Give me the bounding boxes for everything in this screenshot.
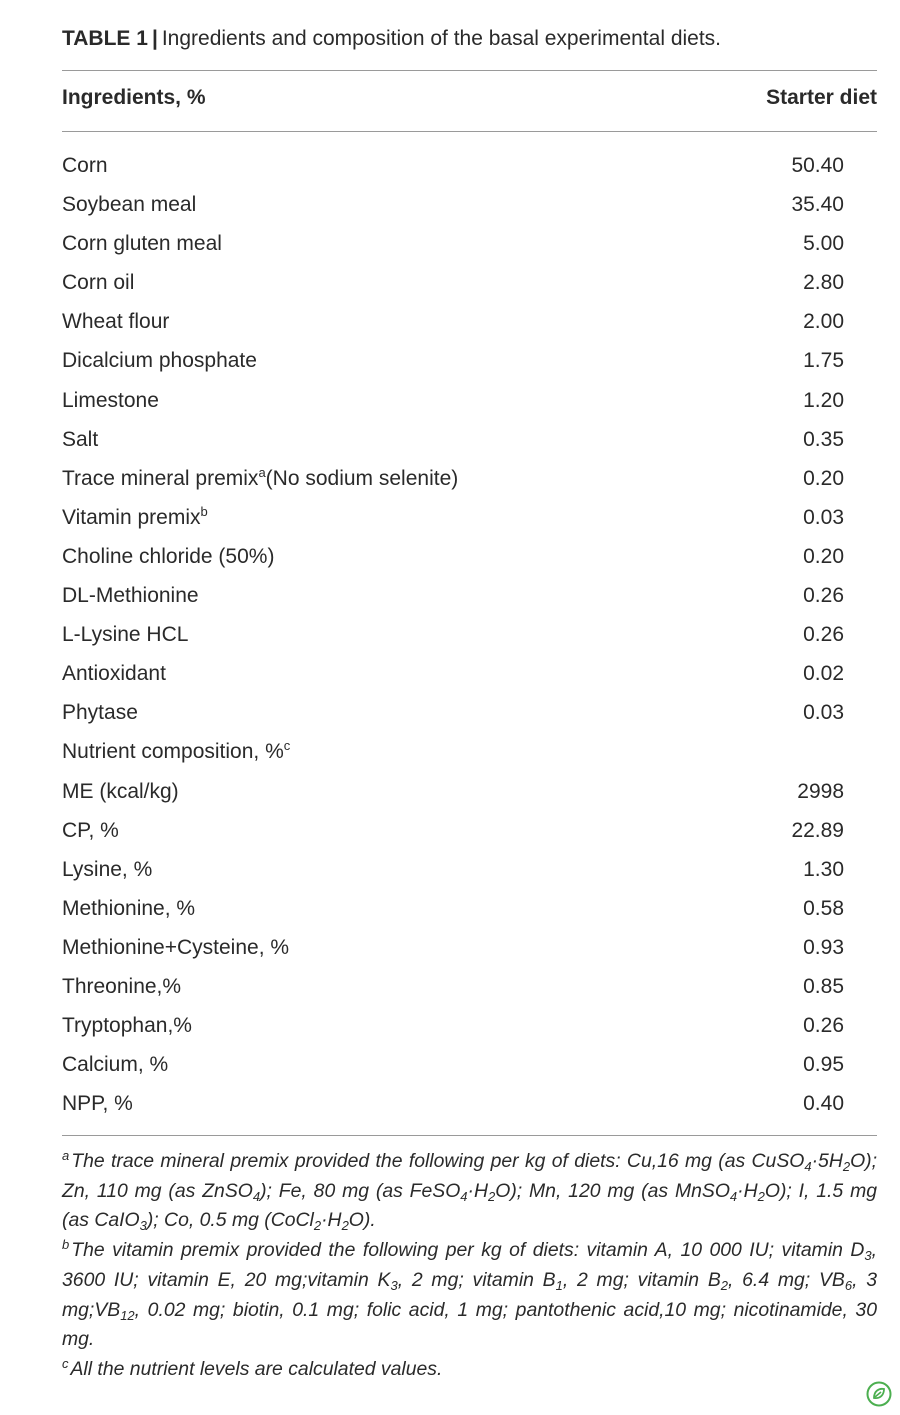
starter-diet-value: 0.85: [803, 974, 844, 998]
starter-diet-value: 0.02: [803, 662, 844, 686]
starter-diet-value: 1.20: [803, 388, 844, 412]
table-label: TABLE 1: [62, 27, 148, 50]
header-rule: [62, 131, 877, 132]
starter-diet-value: 0.26: [803, 584, 844, 608]
table-row: [62, 1084, 877, 1123]
table-row: [62, 811, 877, 850]
ingredient-name: Trace mineral premix$^a$(No sodium selenite): [62, 464, 459, 490]
ingredient-name: Nutrient composition, %$^c$: [62, 738, 291, 764]
ingredient-name: NPP, %: [62, 1092, 133, 1116]
table-row: [62, 420, 877, 459]
footnote-c-text: All the nutrient levels are calculated values.: [70, 1357, 443, 1380]
starter-diet-value: 2.80: [803, 271, 844, 295]
starter-diet-value: 0.95: [803, 1053, 844, 1077]
starter-diet-value: 1.75: [803, 349, 844, 373]
ingredient-name: Antioxidant: [62, 662, 166, 686]
starter-diet-value: 0.35: [803, 427, 844, 451]
table-row: [62, 381, 877, 420]
table-row: [62, 576, 877, 615]
footnote-c: [62, 1355, 877, 1385]
caption-separator: |: [151, 27, 158, 50]
table-row: [62, 302, 877, 341]
footnote-a-marker: a: [62, 1148, 70, 1163]
leaf-badge-icon: [866, 1381, 892, 1407]
ingredient-name: Choline chloride (50%): [62, 544, 275, 568]
footnote-b: $^b$ The vitamin premix provided the following per kg of diets: vitamin A, 10 000 IU; vitamin $D_3$, 3600 IU; vitamin E, 20 mg;vitamin $K_3$, 2 mg; vitamin $B_1$, 2 mg; vitamin $B_2$, 6.4 mg; $VB_6$, 3 $mg;VB_{12}$, 0.02 mg; biotin, 0.1 mg; folic acid, 1 mg; pantothenic acid,10 mg; nicotinamide, 30 mg.: [62, 1237, 877, 1351]
table-body: [62, 146, 877, 1123]
starter-diet-value: 2998: [797, 779, 844, 803]
table-row: [62, 263, 877, 302]
starter-diet-value: 22.89: [791, 818, 844, 842]
ingredient-name: Corn gluten meal: [62, 232, 222, 256]
table-row: [62, 850, 877, 889]
caption-text: Ingredients and composition of the basal experimental diets.: [161, 27, 722, 50]
starter-diet-value: 0.58: [803, 896, 844, 920]
table-row: [62, 928, 877, 967]
ingredient-name: Calcium, %: [62, 1053, 169, 1077]
starter-diet-value: 2.00: [803, 310, 844, 334]
ingredient-name: Threonine,%: [62, 974, 182, 998]
header-starter-diet: Starter diet: [766, 86, 877, 109]
ingredient-name: Lysine, %: [62, 857, 153, 881]
ingredient-name: Corn: [62, 154, 108, 177]
table-caption: [62, 24, 877, 54]
footnotes: [62, 1147, 877, 1385]
table-row: [62, 1045, 877, 1084]
table-row: [62, 732, 877, 771]
footnote-b-marker: b: [62, 1237, 70, 1253]
starter-diet-value: 1.30: [803, 857, 844, 881]
table-row: [62, 693, 877, 732]
table-row: [62, 772, 877, 811]
table-row: [62, 185, 877, 224]
starter-diet-value: 0.26: [803, 623, 844, 647]
table-row: [62, 341, 877, 380]
ingredient-name: Methionine, %: [62, 896, 196, 920]
footnote-c-marker: c: [62, 1355, 69, 1371]
ingredient-name: CP, %: [62, 818, 119, 842]
starter-diet-value: 0.03: [803, 701, 844, 725]
starter-diet-value: 50.40: [791, 154, 844, 177]
footnote-a: $^a$ The trace mineral premix provided the following per kg of diets: Cu,16 mg (as $CuSO_4\cdot 5H_2O$); Zn, 110 mg (as ZnSO$_4$); Fe, 80 mg (as $FeSO_4\cdot H_2O$); Mn, 120 mg (as $MnSO_4\cdot H_2O$); I, 1.5 mg (as CaIO$_3$); Co, 0.5 mg $(CoCl_2\cdot H_2O)$.: [62, 1148, 878, 1234]
table-header: [62, 84, 877, 118]
table-row: [62, 224, 877, 263]
table-row: [62, 1006, 877, 1045]
table-row: [62, 615, 877, 654]
starter-diet-value: 0.26: [803, 1014, 844, 1038]
ingredient-name: Phytase: [62, 701, 138, 725]
starter-diet-value: 0.93: [803, 935, 844, 959]
footnote-marker: a: [258, 464, 266, 480]
table-row: [62, 459, 877, 498]
ingredient-name: DL-Methionine: [62, 584, 199, 608]
ingredient-name: Methionine+Cysteine, %: [62, 935, 290, 959]
table-row: [62, 654, 877, 693]
table-row: [62, 498, 877, 537]
top-rule: [62, 70, 877, 71]
footnote-marker: c: [283, 738, 291, 754]
table-row: [62, 967, 877, 1006]
ingredient-name: ME (kcal/kg): [62, 779, 179, 803]
starter-diet-value: 35.40: [791, 193, 844, 217]
table-row: [62, 146, 877, 185]
ingredient-name: Corn oil: [62, 271, 135, 295]
ingredient-name: Salt: [62, 427, 99, 451]
ingredient-name: Tryptophan,%: [62, 1014, 192, 1038]
footnote-marker: b: [200, 503, 208, 519]
starter-diet-value: 0.20: [803, 544, 844, 568]
table-row: [62, 889, 877, 928]
starter-diet-value: 0.20: [803, 466, 844, 490]
ingredient-name: Vitamin premix$^b$: [62, 503, 208, 529]
header-ingredients: Ingredients, %: [62, 86, 206, 109]
ingredient-name: Dicalcium phosphate: [62, 349, 257, 373]
starter-diet-value: 0.03: [803, 505, 844, 529]
starter-diet-value: 5.00: [803, 232, 844, 256]
starter-diet-value: 0.40: [803, 1092, 844, 1116]
ingredient-name: Wheat flour: [62, 310, 170, 334]
ingredient-name: Limestone: [62, 388, 159, 412]
ingredient-name: Soybean meal: [62, 193, 197, 217]
ingredient-name: L-Lysine HCL: [62, 623, 189, 647]
bottom-rule: [62, 1135, 877, 1136]
table-row: [62, 537, 877, 576]
